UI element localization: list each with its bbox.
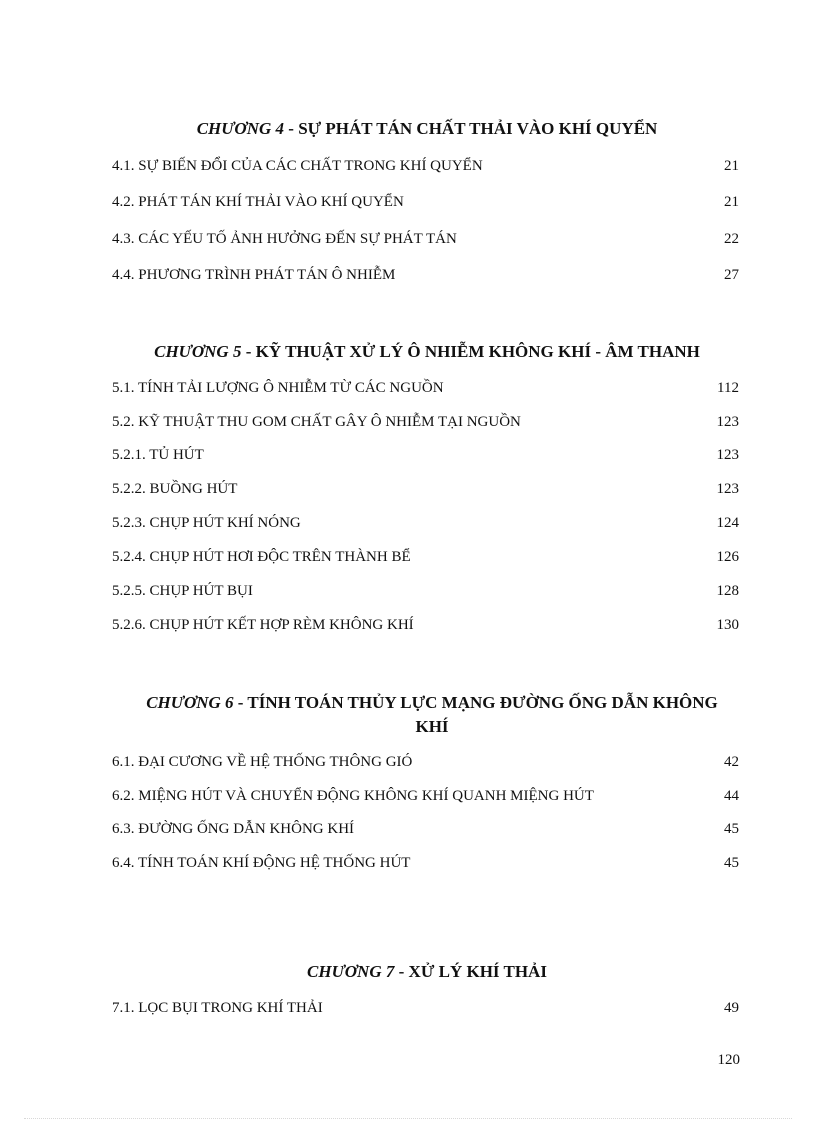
chapter-7-heading	[112, 960, 742, 984]
chapter-title: SỰ PHÁT TÁN CHẤT THẢI VÀO KHÍ QUYỂN	[298, 119, 658, 138]
chapter-label: CHƯƠNG 6	[146, 693, 234, 712]
toc-entry[interactable]	[112, 852, 739, 874]
toc-entry[interactable]	[112, 155, 739, 177]
toc-entry-page: 123	[716, 447, 739, 463]
toc-entry[interactable]	[112, 264, 739, 286]
toc-entry-title: 5.2. KỸ THUẬT THU GOM CHẤT GÂY Ô NHIỄM TẠI NGUỒN	[112, 414, 521, 430]
toc-entry-page: 22	[724, 231, 739, 247]
toc-entry-page: 45	[724, 855, 739, 871]
toc-entry-title: 6.1. ĐẠI CƯƠNG VỀ HỆ THỐNG THÔNG GIÓ	[112, 754, 413, 770]
chapter-label: CHƯƠNG 7	[307, 962, 395, 981]
toc-entry-title: 4.3. CÁC YẾU TỐ ẢNH HƯỞNG ĐẾN SỰ PHÁT TÁN	[112, 231, 457, 247]
toc-entry-title: 7.1. LỌC BỤI TRONG KHÍ THẢI	[112, 1000, 323, 1016]
toc-entry-title: 4.1. SỰ BIẾN ĐỔI CỦA CÁC CHẤT TRONG KHÍ QUYỂN	[112, 158, 483, 174]
toc-entry-title: 6.4. TÍNH TOÁN KHÍ ĐỘNG HỆ THỐNG HÚT	[112, 855, 411, 871]
chapter-4-heading	[112, 117, 742, 141]
toc-entry-page: 123	[716, 481, 739, 497]
toc-entry-page: 45	[724, 821, 739, 837]
toc-entry-title: 5.2.4. CHỤP HÚT HƠI ĐỘC TRÊN THÀNH BỂ	[112, 549, 411, 565]
chapter-title: TÍNH TOÁN THỦY LỰC MẠNG ĐƯỜNG ỐNG DẪN KHÔNG KHÍ	[247, 693, 718, 736]
toc-entry[interactable]	[112, 478, 739, 500]
toc-entry[interactable]	[112, 785, 739, 807]
chapter-label: CHƯƠNG 4	[196, 119, 285, 138]
chapter-separator: -	[241, 342, 256, 361]
chapter-title: KỸ THUẬT XỬ LÝ Ô NHIỄM KHÔNG KHÍ - ÂM THANH	[255, 342, 700, 361]
chapter-separator: -	[284, 119, 299, 138]
toc-entry[interactable]	[112, 546, 739, 568]
toc-entry-title: 5.2.3. CHỤP HÚT KHÍ NÓNG	[112, 515, 301, 531]
toc-entry-page: 21	[724, 158, 739, 174]
toc-entry-page: 112	[717, 380, 739, 396]
toc-entry-title: 5.1. TÍNH TẢI LƯỢNG Ô NHIỄM TỪ CÁC NGUỒN	[112, 380, 444, 396]
toc-entry[interactable]	[112, 512, 739, 534]
chapter-title: XỬ LÝ KHÍ THẢI	[408, 962, 547, 981]
toc-entry-title: 6.3. ĐƯỜNG ỐNG DẪN KHÔNG KHÍ	[112, 821, 355, 837]
toc-entry-title: 5.2.5. CHỤP HÚT BỤI	[112, 583, 253, 599]
toc-entry-page: 126	[716, 549, 739, 565]
chapter-label: CHƯƠNG 5	[154, 342, 242, 361]
toc-entry-page: 49	[724, 1000, 739, 1016]
toc-entry-title: 4.2. PHÁT TÁN KHÍ THẢI VÀO KHÍ QUYỂN	[112, 194, 404, 210]
toc-entry[interactable]	[112, 580, 739, 602]
toc-entry-page: 42	[724, 754, 739, 770]
chapter-6-heading	[140, 691, 724, 739]
toc-entry-page: 128	[716, 583, 739, 599]
toc-entry-title: 4.4. PHƯƠNG TRÌNH PHÁT TÁN Ô NHIỄM	[112, 267, 396, 283]
toc-entry-page: 130	[716, 617, 739, 633]
toc-entry[interactable]	[112, 997, 739, 1019]
page-number: 120	[717, 1052, 740, 1068]
toc-entry[interactable]	[112, 191, 739, 213]
toc-entry[interactable]	[112, 377, 739, 399]
toc-entry-title: 5.2.1. TỦ HÚT	[112, 447, 204, 463]
toc-entry-page: 124	[716, 515, 739, 531]
toc-entry[interactable]	[112, 614, 739, 636]
toc-entry-page: 123	[716, 414, 739, 430]
page-bottom-divider	[24, 1118, 792, 1119]
toc-entry[interactable]	[112, 751, 739, 773]
toc-entry-page: 21	[724, 194, 739, 210]
chapter-separator: -	[394, 962, 409, 981]
toc-entry-title: 5.2.6. CHỤP HÚT KẾT HỢP RÈM KHÔNG KHÍ	[112, 617, 414, 633]
chapter-separator: -	[233, 693, 248, 712]
toc-entry[interactable]	[112, 411, 739, 433]
chapter-5-heading	[112, 340, 742, 364]
toc-entry-page: 27	[724, 267, 739, 283]
toc-entry-title: 5.2.2. BUỒNG HÚT	[112, 481, 238, 497]
toc-entry[interactable]	[112, 228, 739, 250]
toc-entry[interactable]	[112, 444, 739, 466]
toc-entry[interactable]	[112, 818, 739, 840]
toc-entry-title: 6.2. MIỆNG HÚT VÀ CHUYỂN ĐỘNG KHÔNG KHÍ QUANH MIỆNG HÚT	[112, 788, 594, 804]
toc-entry-page: 44	[724, 788, 739, 804]
